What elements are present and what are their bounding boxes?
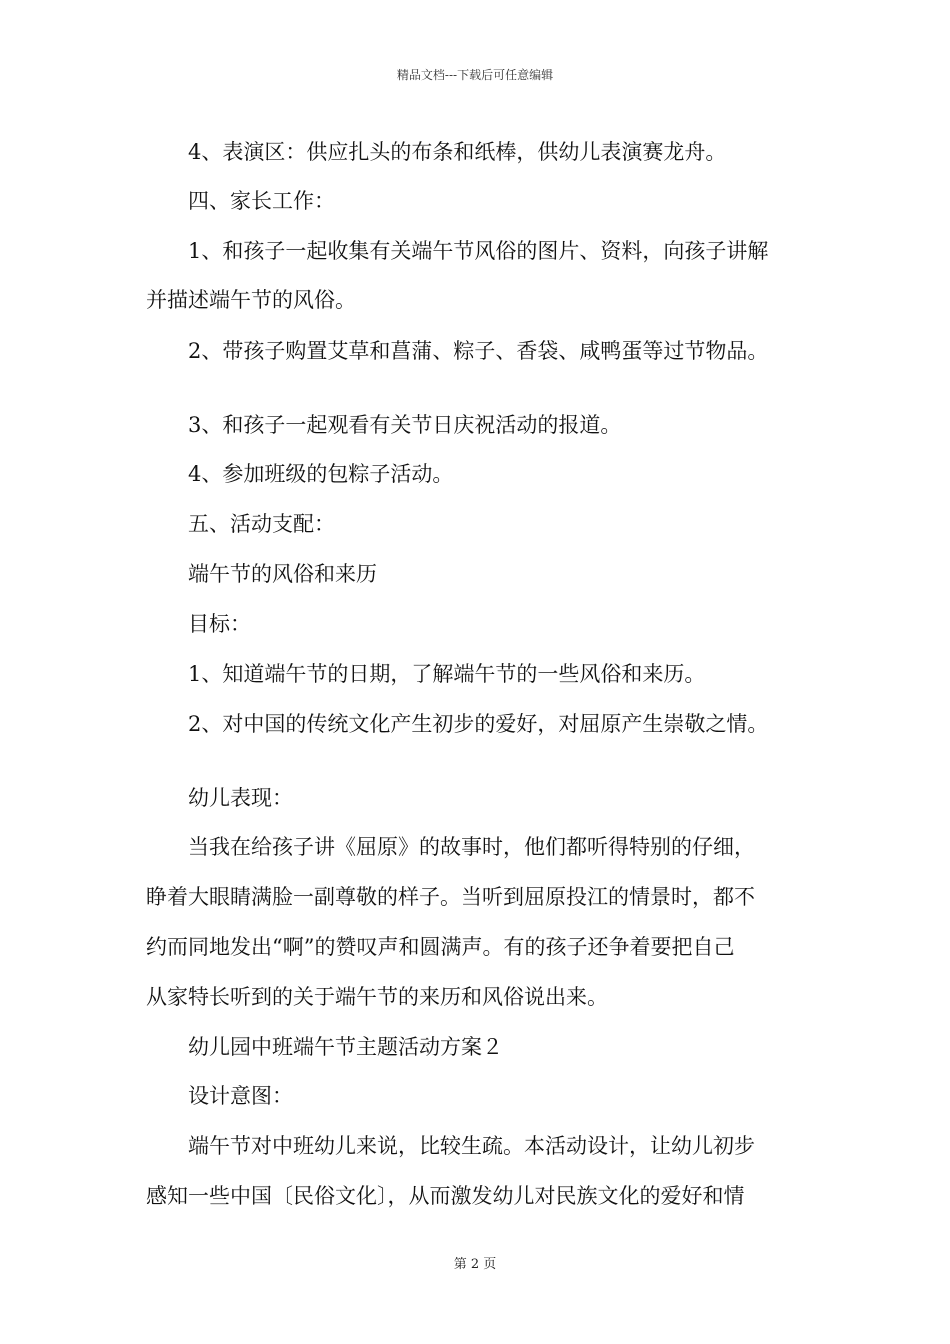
section-heading: 四、家长工作： — [188, 189, 335, 213]
section-heading: 设计意图： — [188, 1084, 293, 1108]
text-line: 2、对中国的传统文化产生初步的爱好，对屈原产生崇敬之情。 — [188, 712, 769, 736]
paragraph-line: 感知一些中国〔民俗文化〕，从而激发幼儿对民族文化的爱好和情 — [146, 1184, 745, 1208]
page-header: 精品文档---下载后可任意编辑 — [396, 68, 554, 82]
text-line: 1、知道端午节的日期，了解端午节的一些风俗和来历。 — [188, 662, 706, 686]
text-line: 并描述端午节的风俗。 — [146, 288, 356, 312]
page-number: 第 2 页 — [453, 1257, 497, 1272]
text-line: 幼儿表现： — [188, 786, 293, 810]
paragraph-line: 从家特长听到的关于端午节的来历和风俗说出来。 — [146, 985, 608, 1009]
plan-title: 幼儿园中班端午节主题活动方案２ — [188, 1035, 503, 1059]
text-line: 目标： — [188, 612, 251, 636]
text-line: 1、和孩子一起收集有关端午节风俗的图片、资料，向孩子讲解 — [188, 239, 769, 263]
text-line: 2、带孩子购置艾草和菖蒲、粽子、香袋、咸鸭蛋等过节物品。 — [188, 339, 769, 363]
paragraph-line: 端午节对中班幼儿来说，比较生疏。本活动设计，让幼儿初步 — [188, 1134, 755, 1158]
subsection-title: 端午节的风俗和来历 — [188, 562, 377, 586]
paragraph-line: 当我在给孩子讲《屈原》的故事时，他们都听得特别的仔细， — [188, 835, 755, 859]
section-heading: 五、活动支配： — [188, 512, 335, 536]
paragraph-line: 约而同地发出“啊”的赞叹声和圆满声。有的孩子还争着要把自己 — [146, 935, 735, 959]
text-line: 3、和孩子一起观看有关节日庆祝活动的报道。 — [188, 413, 622, 437]
text-line: 4、参加班级的包粽子活动。 — [188, 462, 454, 486]
text-line: 4、表演区：供应扎头的布条和纸棒，供幼儿表演赛龙舟。 — [188, 140, 727, 164]
paragraph-line: 睁着大眼睛满脸一副尊敬的样子。当听到屈原投江的情景时，都不 — [146, 885, 755, 909]
